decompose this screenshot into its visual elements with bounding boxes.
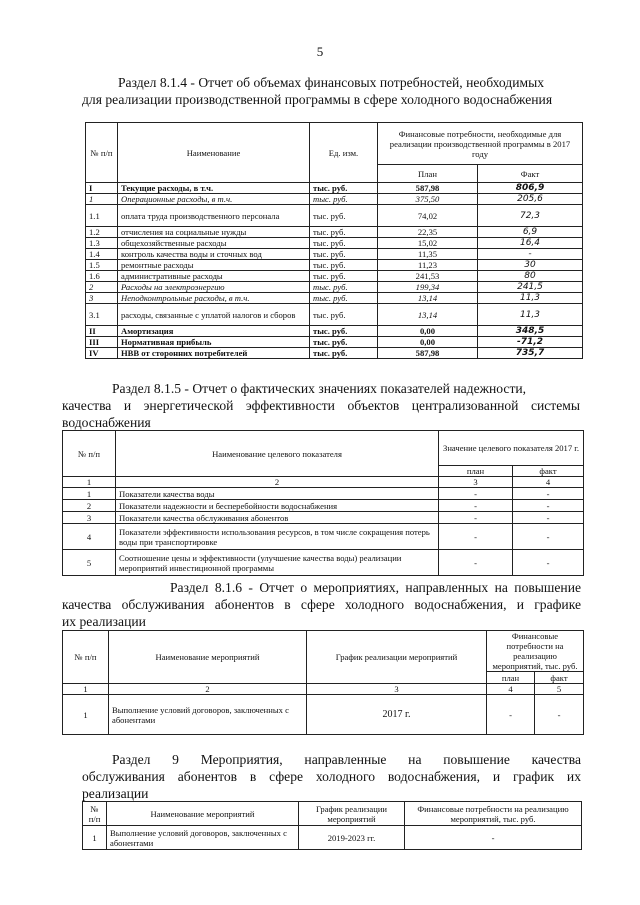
table-row	[86, 304, 583, 326]
row-plan: 74,02	[378, 205, 478, 227]
row-fact: 30	[478, 260, 583, 271]
row-unit: тыс. руб.	[310, 304, 378, 326]
table-row	[86, 205, 583, 227]
row-fact: 205,6	[478, 194, 583, 205]
row-num: III	[86, 337, 118, 348]
row-fact: 348,5	[478, 326, 583, 337]
section-815-heading-line3: водоснабжения	[62, 415, 151, 430]
row-name: Выполнение условий договоров, заключенных с абонентами	[107, 826, 299, 850]
col-name-header: Наименование	[118, 123, 310, 183]
row-fact: 735,7	[478, 348, 583, 359]
section-9-heading-line2: обслуживания абонентов в сфере холодного водоснабжения, и график их	[82, 769, 581, 784]
col-fin-header: Финансовые потребности, необходимые для реализации производственной программы в 2017 году	[378, 123, 583, 165]
row-num: 4	[63, 524, 116, 550]
row-plan: 0,00	[378, 337, 478, 348]
table-row	[63, 695, 584, 735]
table-row	[63, 488, 584, 500]
row-name: Показатели надежности и бесперебойности водоснабжения	[116, 500, 439, 512]
col-unit-header: Ед. изм.	[310, 123, 378, 183]
col-fin-header: Финансовые потребности на реализацию мероприятий, тыс. руб.	[487, 631, 584, 672]
row-unit: тыс. руб.	[310, 282, 378, 293]
row-fact: 11,3	[478, 293, 583, 304]
row-fact: -	[478, 249, 583, 260]
index-cell: 4	[513, 477, 584, 488]
row-num: 1.2	[86, 227, 118, 238]
row-name: общехозяйственные расходы	[118, 238, 310, 249]
row-name: контроль качества воды и сточных вод	[118, 249, 310, 260]
row-num: 3	[86, 293, 118, 304]
row-plan: 199,34	[378, 282, 478, 293]
row-num: 2	[86, 282, 118, 293]
row-unit: тыс. руб.	[310, 260, 378, 271]
row-num: 1	[63, 488, 116, 500]
section-9-heading-line1: Раздел 9 Мероприятия, направленные на повышение качества	[112, 752, 581, 767]
row-num: IV	[86, 348, 118, 359]
row-num: 1.3	[86, 238, 118, 249]
row-unit: тыс. руб.	[310, 326, 378, 337]
row-unit: тыс. руб.	[310, 183, 378, 194]
row-unit: тыс. руб.	[310, 337, 378, 348]
row-name: НВВ от сторонних потребителей	[118, 348, 310, 359]
col-value-header: Значение целевого показателя 2017 г.	[439, 431, 584, 466]
row-num: 1	[63, 695, 109, 735]
row-fact: -	[513, 550, 584, 576]
section-815-heading-line1: Раздел 8.1.5 - Отчет о фактических значениях показателей надежности,	[112, 381, 527, 396]
row-plan: 587,98	[378, 348, 478, 359]
col-num-header: № п/п	[86, 123, 118, 183]
row-schedule: 2019-2023 гг.	[299, 826, 405, 850]
page-number: 5	[316, 44, 324, 59]
row-name: оплата труда производственного персонала	[118, 205, 310, 227]
index-cell: 1	[63, 477, 116, 488]
row-plan: -	[439, 550, 513, 576]
col-fact-header: факт	[513, 466, 584, 477]
row-name: Неподконтрольные расходы, в т.ч.	[118, 293, 310, 304]
index-row	[63, 477, 584, 488]
section-814-heading-line1: Раздел 8.1.4 - Отчет об объемах финансовых потребностей, необходимых	[118, 75, 545, 90]
row-fact: -	[513, 524, 584, 550]
row-fact: 80	[478, 271, 583, 282]
index-cell: 2	[109, 684, 307, 695]
index-cell: 5	[535, 684, 584, 695]
row-num: 3	[63, 512, 116, 524]
row-plan: 13,14	[378, 304, 478, 326]
section-816-heading-line3: их реализации	[62, 614, 146, 629]
row-plan: -	[487, 695, 535, 735]
row-name: Амортизация	[118, 326, 310, 337]
col-plan-header: План	[378, 165, 478, 183]
row-name: Текущие расходы, в т.ч.	[118, 183, 310, 194]
col-plan-header: план	[439, 466, 513, 477]
row-num: 2	[63, 500, 116, 512]
col-name-header: Наименование мероприятий	[109, 631, 307, 684]
table-row	[86, 337, 583, 348]
col-name-header: Наименование целевого показателя	[116, 431, 439, 477]
table-row	[63, 512, 584, 524]
row-fact: 241,5	[478, 282, 583, 293]
section-815-heading-line2: качества и энергетической эффективности объектов централизованной системы	[62, 398, 580, 413]
row-plan: 241,53	[378, 271, 478, 282]
row-fact: 6,9	[478, 227, 583, 238]
row-fact: -	[513, 512, 584, 524]
col-schedule-header: График реализации мероприятий	[307, 631, 487, 684]
table-815	[62, 430, 584, 576]
row-num: 1.6	[86, 271, 118, 282]
row-num: 1	[86, 194, 118, 205]
row-unit: тыс. руб.	[310, 293, 378, 304]
table-row	[83, 826, 582, 850]
table-816	[62, 630, 584, 735]
row-fact: 806,9	[478, 183, 583, 194]
row-plan: 587,98	[378, 183, 478, 194]
col-schedule-header: График реализации мероприятий	[299, 802, 405, 826]
row-num: 1.4	[86, 249, 118, 260]
row-num: 1	[83, 826, 107, 850]
section-816-heading-line1: Раздел 8.1.6 - Отчет о мероприятиях, направленных на повышение	[170, 580, 581, 595]
row-name: расходы, связанные с уплатой налогов и сборов	[118, 304, 310, 326]
table-row	[63, 524, 584, 550]
row-num: 5	[63, 550, 116, 576]
table-row	[86, 238, 583, 249]
row-unit: тыс. руб.	[310, 249, 378, 260]
col-plan-header: план	[487, 672, 535, 684]
row-fin: -	[405, 826, 582, 850]
index-cell: 2	[116, 477, 439, 488]
row-fact: -	[513, 500, 584, 512]
row-num: 3.1	[86, 304, 118, 326]
index-cell: 3	[439, 477, 513, 488]
row-num: II	[86, 326, 118, 337]
table-row	[63, 500, 584, 512]
row-unit: тыс. руб.	[310, 238, 378, 249]
index-row	[63, 684, 584, 695]
row-name: Соотношение цены и эффективности (улучшение качества воды) реализации мероприятий инвестиционной программы	[116, 550, 439, 576]
row-fact: -	[535, 695, 584, 735]
row-plan: 11,23	[378, 260, 478, 271]
row-name: отчисления на социальные нужды	[118, 227, 310, 238]
row-name: Операционные расходы, в т.ч.	[118, 194, 310, 205]
section-816-heading-line2: качества обслуживания абонентов в сфере холодного водоснабжения, и графике	[62, 597, 581, 612]
row-schedule: 2017 г.	[307, 695, 487, 735]
row-unit: тыс. руб.	[310, 271, 378, 282]
row-fact: 11,3	[478, 304, 583, 326]
col-num-header: № п/п	[63, 431, 116, 477]
table-row	[86, 348, 583, 359]
row-fact: -71,2	[478, 337, 583, 348]
col-num-header: № п/п	[83, 802, 107, 826]
col-num-header: № п/п	[63, 631, 109, 684]
section-9-heading-line3: реализации	[82, 786, 149, 801]
col-name-header: Наименование мероприятий	[107, 802, 299, 826]
row-plan: -	[439, 524, 513, 550]
row-name: ремонтные расходы	[118, 260, 310, 271]
row-plan: 375,50	[378, 194, 478, 205]
row-fact: 72,3	[478, 205, 583, 227]
row-plan: 0,00	[378, 326, 478, 337]
col-fin-header: Финансовые потребности на реализацию мероприятий, тыс. руб.	[405, 802, 582, 826]
row-name: Расходы на электроэнергию	[118, 282, 310, 293]
table-row	[86, 194, 583, 205]
row-plan: -	[439, 512, 513, 524]
row-name: Показатели качества воды	[116, 488, 439, 500]
row-fact: 16,4	[478, 238, 583, 249]
row-num: 1.1	[86, 205, 118, 227]
row-plan: 11,35	[378, 249, 478, 260]
row-name: Нормативная прибыль	[118, 337, 310, 348]
table-row	[86, 249, 583, 260]
row-plan: -	[439, 500, 513, 512]
row-plan: -	[439, 488, 513, 500]
table-row	[86, 260, 583, 271]
index-cell: 3	[307, 684, 487, 695]
col-fact-header: факт	[535, 672, 584, 684]
table-row	[86, 271, 583, 282]
table-9	[82, 801, 582, 850]
row-plan: 22,35	[378, 227, 478, 238]
index-cell: 4	[487, 684, 535, 695]
row-num: I	[86, 183, 118, 194]
index-cell: 1	[63, 684, 109, 695]
row-unit: тыс. руб.	[310, 348, 378, 359]
row-name: административные расходы	[118, 271, 310, 282]
table-row	[86, 227, 583, 238]
row-unit: тыс. руб.	[310, 205, 378, 227]
row-unit: тыс. руб.	[310, 194, 378, 205]
row-plan: 13,14	[378, 293, 478, 304]
row-num: 1.5	[86, 260, 118, 271]
row-name: Выполнение условий договоров, заключенных с абонентами	[109, 695, 307, 735]
table-row	[86, 282, 583, 293]
row-unit: тыс. руб.	[310, 227, 378, 238]
table-814	[85, 122, 583, 359]
table-row	[86, 293, 583, 304]
table-row	[63, 550, 584, 576]
col-fact-header: Факт	[478, 165, 583, 183]
table-row	[86, 183, 583, 194]
row-fact: -	[513, 488, 584, 500]
row-plan: 15,02	[378, 238, 478, 249]
row-name: Показатели качества обслуживания абонентов	[116, 512, 439, 524]
section-814-heading-line2: для реализации производственной программы в сфере холодного водоснабжения	[82, 92, 553, 107]
row-name: Показатели эффективности использования ресурсов, в том числе сокращения потерь воды при транспортировке	[116, 524, 439, 550]
table-row	[86, 326, 583, 337]
